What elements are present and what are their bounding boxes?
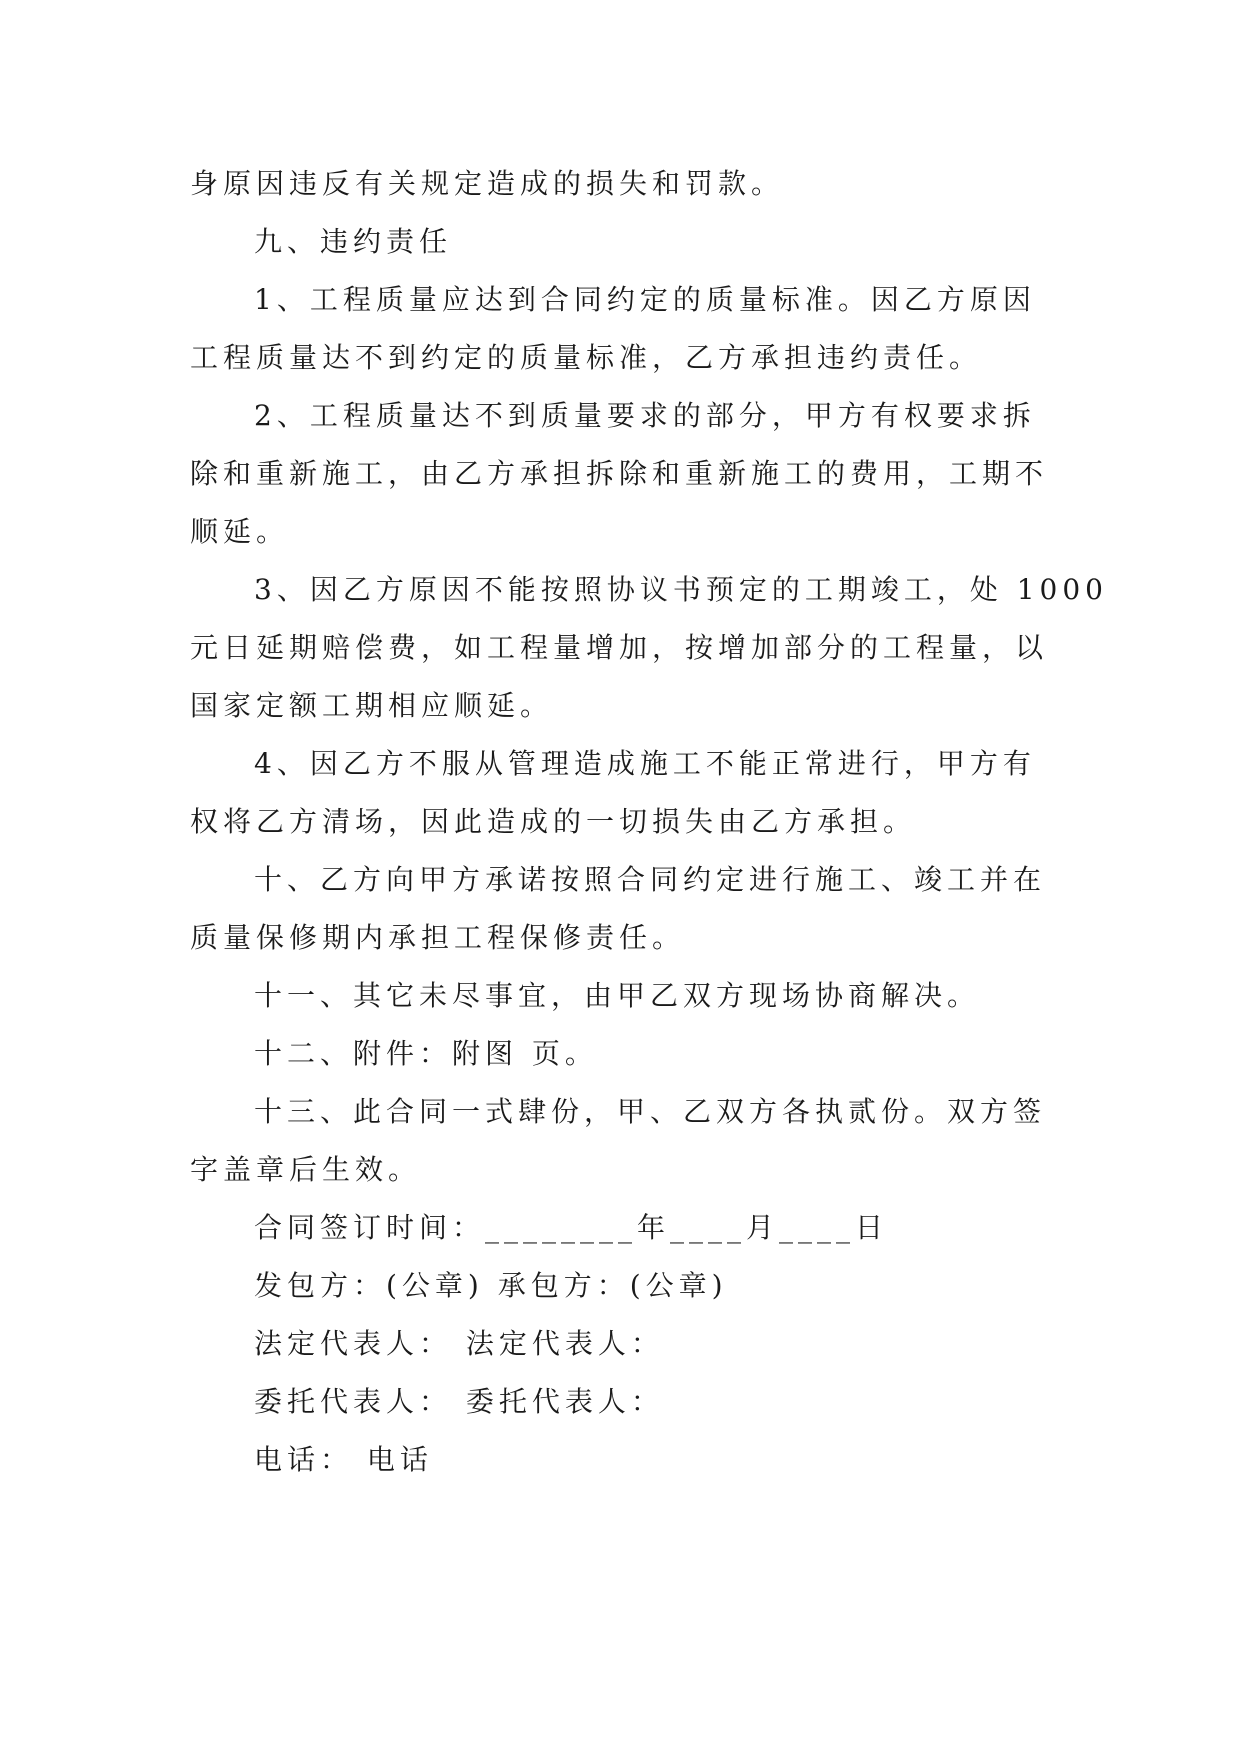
contract-body: [190, 155, 1108, 1489]
clause-13-line-2: 字盖章后生效。: [190, 1153, 422, 1186]
clause-9-3-line-1: 3、因乙方原因不能按照协议书预定的工期竣工，处 1000: [254, 573, 1108, 606]
clause-9-2-line-3: 顺延。: [190, 515, 290, 548]
clause-9-4-line-1: 4、因乙方不服从管理造成施工不能正常进行，甲方有: [254, 747, 1036, 780]
clause-9-2-line-2: 除和重新施工，由乙方承担拆除和重新施工的费用，工期不: [190, 457, 1049, 490]
legal-representative-line: 法定代表人： 法定代表人：: [254, 1327, 664, 1360]
clause-9-3-line-2: 元日延期赔偿费，如工程量增加，按增加部分的工程量，以: [190, 631, 1049, 664]
party-seal-line: 发包方：(公章) 承包方：(公章): [254, 1269, 728, 1302]
clause-10-line-2: 质量保修期内承担工程保修责任。: [190, 921, 686, 954]
clause-9-1-line-1: 1、工程质量应达到合同约定的质量标准。因乙方原因: [254, 283, 1036, 316]
clause-8-tail-line: 身原因违反有关规定造成的损失和罚款。: [190, 167, 785, 200]
clause-11-line: 十一、其它未尽事宜，由甲乙双方现场协商解决。: [254, 979, 981, 1012]
entrusted-representative-line: 委托代表人： 委托代表人：: [254, 1385, 664, 1418]
clause-9-1-line-2: 工程质量达不到约定的质量标准，乙方承担违约责任。: [190, 341, 983, 374]
clause-13-line-1: 十三、此合同一式肆份，甲、乙双方各执贰份。双方签: [254, 1095, 1047, 1128]
clause-9-2-line-1: 2、工程质量达不到质量要求的部分，甲方有权要求拆: [254, 399, 1036, 432]
clause-12-line: 十二、附件：附图 页。: [254, 1037, 598, 1070]
clause-10-line-1: 十、乙方向甲方承诺按照合同约定进行施工、竣工并在: [254, 863, 1047, 896]
phone-line: 电话： 电话: [254, 1443, 433, 1476]
signing-date-line: 合同签订时间：________年____月____日: [254, 1211, 889, 1244]
clause-9-3-line-3: 国家定额工期相应顺延。: [190, 689, 554, 722]
clause-9-heading: 九、违约责任: [254, 225, 453, 258]
clause-9-4-line-2: 权将乙方清场，因此造成的一切损失由乙方承担。: [190, 805, 917, 838]
